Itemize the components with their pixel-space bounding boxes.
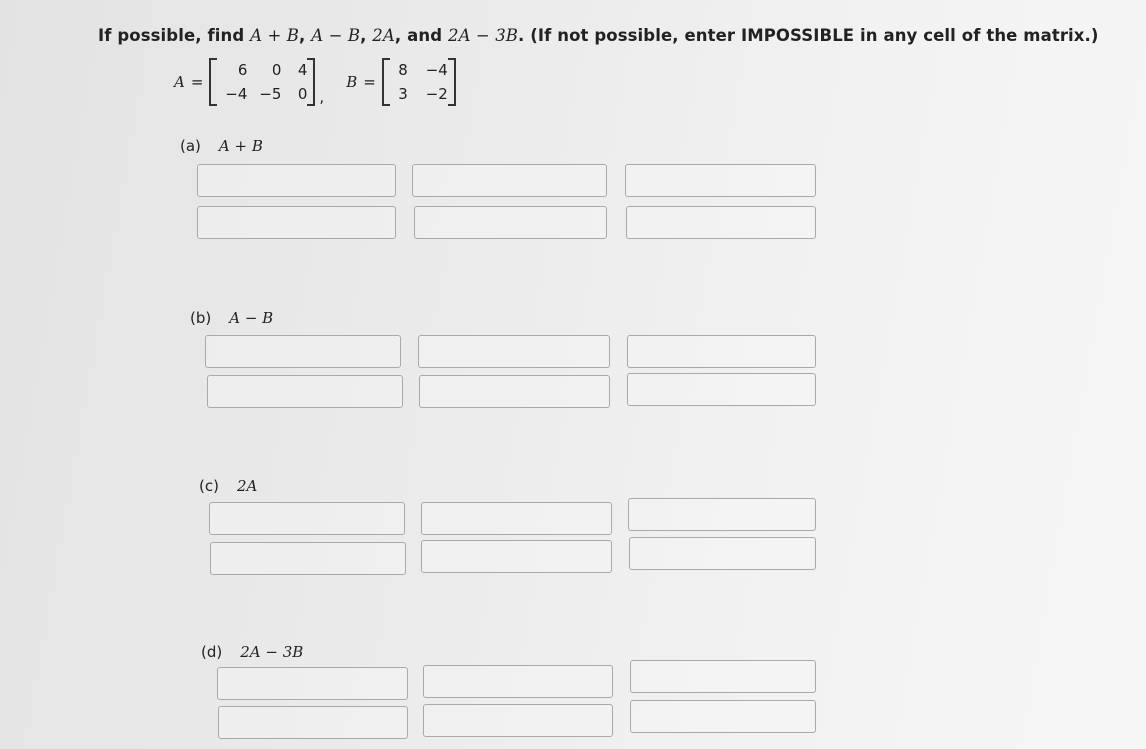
answer-cell-b-r2c2[interactable] — [419, 375, 610, 408]
instruction-note: . (If not possible, enter IMPOSSIBLE in any cell of the matrix.) — [518, 26, 1099, 45]
instruction-text: If possible, find — [98, 26, 251, 45]
equals-sign: = — [190, 73, 204, 91]
matrix-separator: , — [319, 88, 325, 106]
answer-cell-d-r2c2[interactable] — [423, 704, 613, 737]
part-d-label — [201, 643, 303, 661]
answer-cell-a-r2c3[interactable] — [626, 206, 816, 239]
matrix-b-entry: 8 — [398, 61, 408, 79]
part-letter: (c) — [199, 477, 219, 495]
matrix-b-entry: 3 — [398, 85, 408, 103]
answer-cell-d-r1c1[interactable] — [217, 667, 408, 700]
matrix-a-entry: 0 — [271, 61, 282, 79]
answer-cell-c-r2c2[interactable] — [421, 540, 612, 573]
instruction-sep: , — [298, 26, 312, 45]
answer-cell-d-r1c2[interactable] — [423, 665, 613, 698]
answer-cell-b-r1c3[interactable] — [627, 335, 816, 368]
matrix-a-entry: −4 — [225, 85, 248, 103]
answer-cell-b-r1c1[interactable] — [205, 335, 401, 368]
instruction-expr-2a: 2A — [372, 26, 395, 45]
part-b-label — [190, 309, 273, 327]
instruction-expr-a-minus-b: A − B — [311, 26, 361, 45]
part-a-label — [180, 137, 263, 155]
answer-cell-c-r2c1[interactable] — [210, 542, 406, 575]
instruction-expr-2a-minus-3b: 2A − 3B — [447, 26, 519, 45]
part-letter: (a) — [180, 137, 201, 155]
matrix-a-label: A — [174, 73, 185, 91]
answer-cell-d-r2c3[interactable] — [630, 700, 816, 733]
part-letter: (b) — [190, 309, 212, 327]
matrix-a-entry: 4 — [297, 61, 308, 79]
part-expression: A − B — [229, 309, 274, 327]
answer-cell-a-r2c1[interactable] — [197, 206, 396, 239]
matrix-b-entry: −2 — [425, 85, 448, 103]
matrix-b — [382, 58, 456, 106]
instruction-sep: , — [360, 26, 373, 45]
answer-cell-a-r1c3[interactable] — [625, 164, 816, 197]
answer-cell-a-r1c1[interactable] — [197, 164, 396, 197]
part-c-label — [199, 477, 257, 495]
instruction-expr-a-plus-b: A + B — [250, 26, 299, 45]
problem-instruction — [98, 26, 1099, 45]
answer-cell-b-r2c3[interactable] — [627, 373, 816, 406]
matrix-b-entry: −4 — [425, 61, 448, 79]
part-letter: (d) — [201, 643, 223, 661]
answer-cell-c-r2c3[interactable] — [629, 537, 816, 570]
answer-cell-a-r1c2[interactable] — [412, 164, 607, 197]
part-expression: 2A − 3B — [240, 643, 304, 661]
answer-cell-c-r1c2[interactable] — [421, 502, 612, 535]
answer-cell-c-r1c3[interactable] — [628, 498, 816, 531]
matrix-a — [209, 58, 315, 106]
matrix-a-entry: 0 — [297, 85, 308, 103]
instruction-sep: , and — [394, 26, 448, 45]
equals-sign: = — [363, 73, 376, 91]
matrix-b-label: B — [346, 73, 358, 91]
answer-cell-b-r2c1[interactable] — [207, 375, 403, 408]
answer-cell-a-r2c2[interactable] — [414, 206, 607, 239]
part-expression: 2A — [236, 477, 258, 495]
answer-cell-d-r1c3[interactable] — [630, 660, 816, 693]
matrix-a-entry: −5 — [259, 85, 282, 103]
matrix-a-entry: 6 — [237, 61, 248, 79]
answer-cell-b-r1c2[interactable] — [418, 335, 610, 368]
part-expression: A + B — [218, 137, 263, 155]
given-matrices — [174, 58, 456, 106]
answer-cell-c-r1c1[interactable] — [209, 502, 405, 535]
answer-cell-d-r2c1[interactable] — [218, 706, 408, 739]
